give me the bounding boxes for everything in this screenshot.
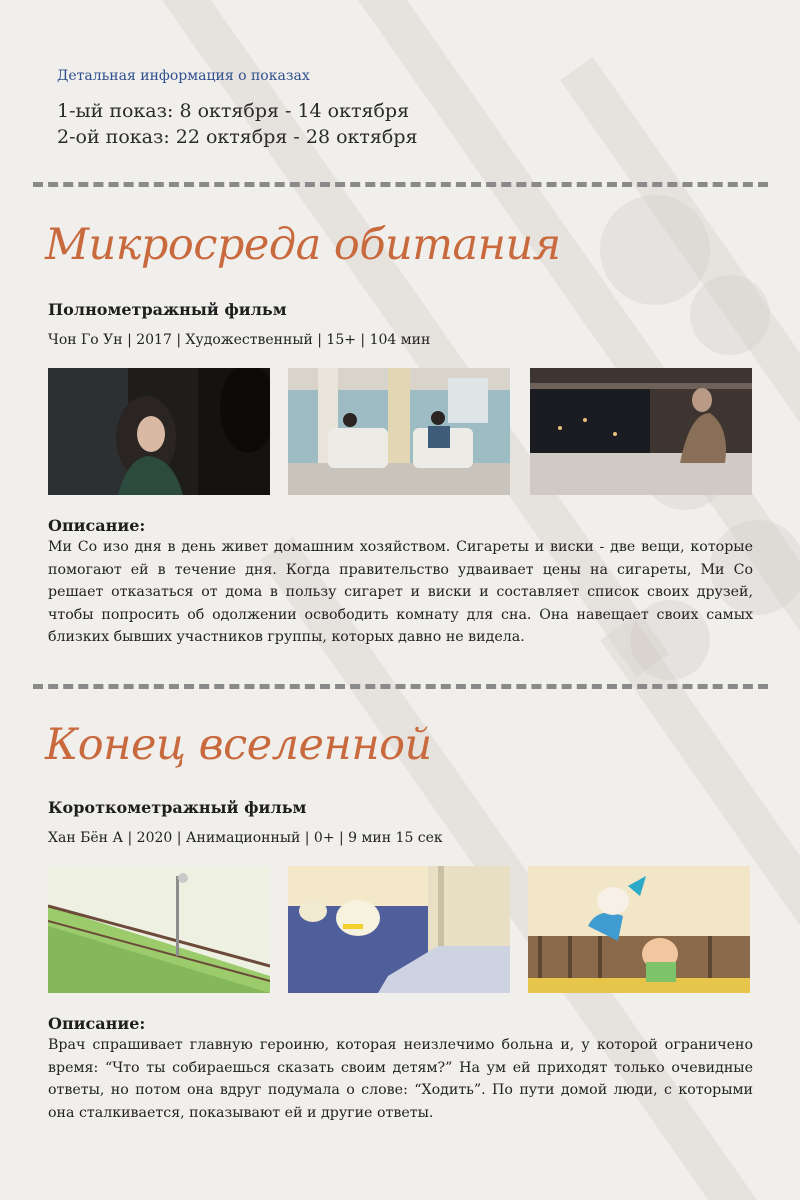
- film-still-3: [530, 368, 752, 495]
- film-type: Полнометражный фильм: [48, 300, 287, 319]
- film-type: Короткометражный фильм: [48, 798, 307, 817]
- film-description: Врач спрашивает главную героиню, которая неизлечимо больна и, у которой ограничено время: “Что ты собираешься сказать своим детям?” На ум ей приходят только очевидные ответы, но потом она вдруг подумала о слове: “Ходить”. По пути домой люди, с которыми она сталкивается, показывают ей и другие ответы.: [48, 1037, 753, 1121]
- film-title: Микросреда обитания: [45, 220, 561, 270]
- film-description: Ми Со изо дня в день живет домашним хозяйством. Сигареты и виски - две вещи, которые помогают ей в течение дня. Когда правительство удваивает цены на сигареты, Ми Со решает отказаться от дома в пользу сигарет и виски и составляет список своих друзей, чтобы попросить об одолжении освободить комнату для сна. Она навещает своих самых близких бывших участников группы, которых давно не видела.: [48, 539, 753, 645]
- film-still-4: [48, 866, 270, 993]
- description-label: Описание:: [48, 1014, 146, 1033]
- film-still-6: [528, 866, 750, 993]
- film-title: Конец вселенной: [45, 720, 432, 770]
- section-divider: [33, 182, 768, 187]
- film-meta: Чон Го Ун | 2017 | Художественный | 15+ | 104 мин: [48, 332, 431, 348]
- film-meta: Хан Бён А | 2020 | Анимационный | 0+ | 9 мин 15 сек: [48, 830, 443, 846]
- film-still-1: [48, 368, 270, 495]
- description-label: Описание:: [48, 516, 146, 535]
- film-still-2: [288, 368, 510, 495]
- schedule-line-2: 2-ой показ: 22 октября - 28 октября: [57, 126, 418, 148]
- schedule-heading: Детальная информация о показах: [57, 68, 310, 84]
- section-divider: [33, 684, 768, 689]
- schedule-line-1: 1-ый показ: 8 октября - 14 октября: [57, 100, 410, 122]
- film-still-5: [288, 866, 510, 993]
